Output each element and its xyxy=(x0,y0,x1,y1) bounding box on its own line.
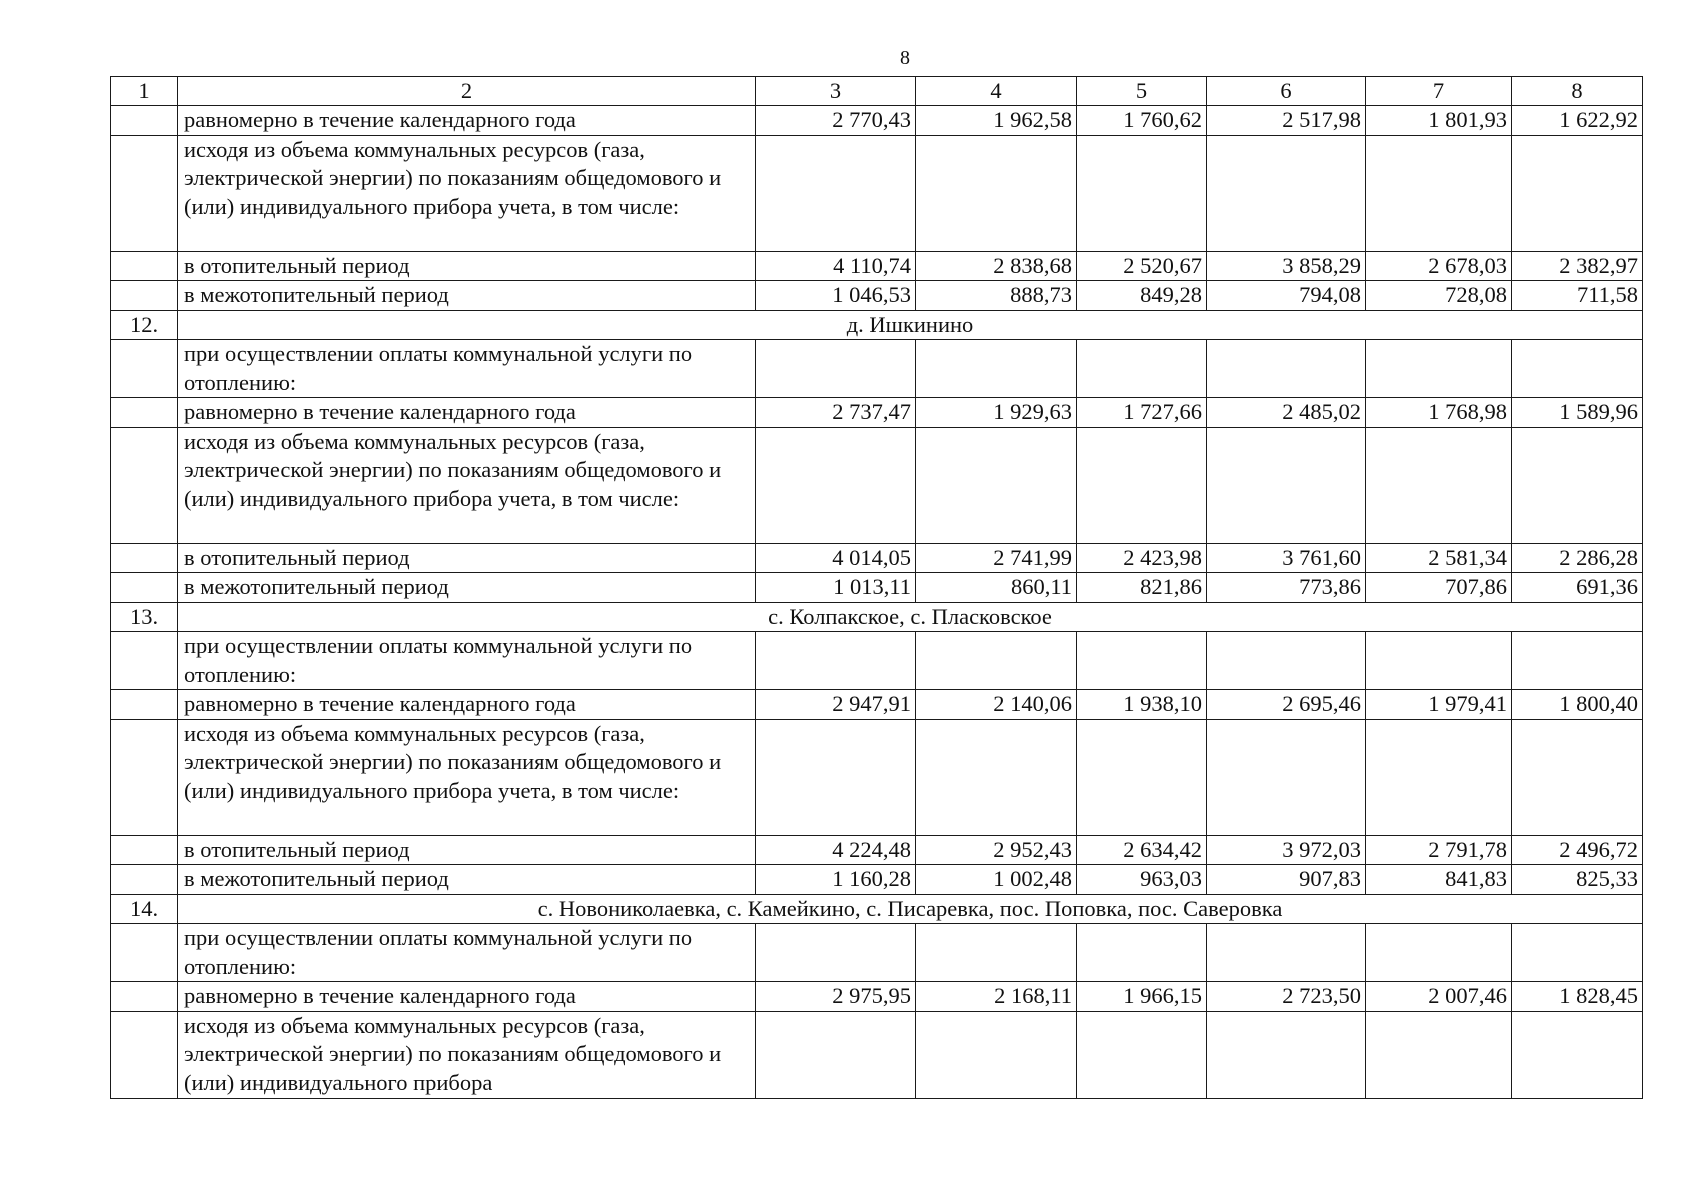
table-body xyxy=(111,77,1643,1099)
value-cell xyxy=(756,1011,916,1098)
row-label: равномерно в течение календарного года xyxy=(178,106,756,136)
section-row xyxy=(111,602,1643,632)
value-cell: 2 947,91 xyxy=(756,690,916,720)
value-cell: 2 791,78 xyxy=(1366,835,1512,865)
row-label: равномерно в течение календарного года xyxy=(178,690,756,720)
value-cell: 2 168,11 xyxy=(916,982,1077,1012)
value-cell: 2 423,98 xyxy=(1077,543,1207,573)
row-number-cell xyxy=(111,543,178,573)
value-cell xyxy=(1512,1011,1643,1098)
value-cell: 707,86 xyxy=(1366,573,1512,603)
table-row xyxy=(111,106,1643,136)
value-cell xyxy=(756,135,916,251)
value-cell: 2 695,46 xyxy=(1207,690,1366,720)
value-cell: 825,33 xyxy=(1512,865,1643,895)
table-row xyxy=(111,427,1643,543)
value-cell: 2 517,98 xyxy=(1207,106,1366,136)
header-cell: 6 xyxy=(1207,77,1366,106)
row-number-cell xyxy=(111,719,178,835)
section-number: 14. xyxy=(111,894,178,924)
value-cell xyxy=(1366,135,1512,251)
value-cell xyxy=(916,135,1077,251)
value-cell: 907,83 xyxy=(1207,865,1366,895)
row-number-cell xyxy=(111,340,178,398)
row-number-cell xyxy=(111,427,178,543)
value-cell xyxy=(916,340,1077,398)
header-cell: 4 xyxy=(916,77,1077,106)
tariff-table xyxy=(110,76,1643,1099)
value-cell: 1 801,93 xyxy=(1366,106,1512,136)
header-cell: 5 xyxy=(1077,77,1207,106)
value-cell: 1 929,63 xyxy=(916,398,1077,428)
value-cell xyxy=(1207,924,1366,982)
row-label: в отопительный период xyxy=(178,543,756,573)
row-number-cell xyxy=(111,1011,178,1098)
table-row xyxy=(111,543,1643,573)
value-cell: 2 678,03 xyxy=(1366,251,1512,281)
row-number-cell xyxy=(111,573,178,603)
row-number-cell xyxy=(111,398,178,428)
header-cell: 1 xyxy=(111,77,178,106)
value-cell xyxy=(1077,924,1207,982)
table-row xyxy=(111,398,1643,428)
value-cell: 2 496,72 xyxy=(1512,835,1643,865)
value-cell: 1 760,62 xyxy=(1077,106,1207,136)
row-number-cell xyxy=(111,135,178,251)
row-label: исходя из объема коммунальных ресурсов (газа, электрической энергии) по показаниям общедомового и (или) индивидуального прибора учета, в том числе: xyxy=(178,427,756,543)
row-number-cell xyxy=(111,106,178,136)
row-number-cell xyxy=(111,281,178,311)
value-cell: 2 737,47 xyxy=(756,398,916,428)
table-row xyxy=(111,1011,1643,1098)
value-cell: 2 485,02 xyxy=(1207,398,1366,428)
row-label: исходя из объема коммунальных ресурсов (газа, электрической энергии) по показаниям общедомового и (или) индивидуального прибора учета, в том числе: xyxy=(178,135,756,251)
value-cell: 841,83 xyxy=(1366,865,1512,895)
value-cell: 2 286,28 xyxy=(1512,543,1643,573)
value-cell xyxy=(1077,719,1207,835)
table-row xyxy=(111,865,1643,895)
header-cell: 3 xyxy=(756,77,916,106)
value-cell: 2 975,95 xyxy=(756,982,916,1012)
row-number-cell xyxy=(111,251,178,281)
value-cell: 821,86 xyxy=(1077,573,1207,603)
row-number-cell xyxy=(111,982,178,1012)
value-cell: 1 979,41 xyxy=(1366,690,1512,720)
value-cell xyxy=(1512,340,1643,398)
value-cell xyxy=(1077,632,1207,690)
value-cell xyxy=(756,719,916,835)
value-cell xyxy=(1207,135,1366,251)
value-cell xyxy=(1366,1011,1512,1098)
table-row xyxy=(111,573,1643,603)
value-cell xyxy=(1077,340,1207,398)
settlement-name: с. Новониколаевка, с. Камейкино, с. Писаревка, пос. Поповка, пос. Саверовка xyxy=(178,894,1643,924)
row-label: в межотопительный период xyxy=(178,865,756,895)
table-row xyxy=(111,135,1643,251)
value-cell xyxy=(1366,340,1512,398)
value-cell: 1 002,48 xyxy=(916,865,1077,895)
value-cell: 2 770,43 xyxy=(756,106,916,136)
row-label: в отопительный период xyxy=(178,835,756,865)
value-cell xyxy=(756,340,916,398)
table-row xyxy=(111,719,1643,835)
value-cell xyxy=(756,427,916,543)
value-cell: 1 768,98 xyxy=(1366,398,1512,428)
row-label: при осуществлении оплаты коммунальной услуги по отоплению: xyxy=(178,924,756,982)
value-cell xyxy=(1366,632,1512,690)
table-row xyxy=(111,835,1643,865)
value-cell: 2 382,97 xyxy=(1512,251,1643,281)
value-cell xyxy=(1366,427,1512,543)
settlement-name: с. Колпакское, с. Пласковское xyxy=(178,602,1643,632)
value-cell xyxy=(916,632,1077,690)
value-cell: 860,11 xyxy=(916,573,1077,603)
table-row xyxy=(111,281,1643,311)
value-cell: 2 007,46 xyxy=(1366,982,1512,1012)
value-cell: 849,28 xyxy=(1077,281,1207,311)
section-row xyxy=(111,310,1643,340)
value-cell xyxy=(1207,632,1366,690)
header-cell: 2 xyxy=(178,77,756,106)
table-row xyxy=(111,924,1643,982)
page-number: 8 xyxy=(900,47,910,69)
value-cell: 1 938,10 xyxy=(1077,690,1207,720)
row-label: в межотопительный период xyxy=(178,281,756,311)
value-cell xyxy=(916,427,1077,543)
value-cell xyxy=(1207,719,1366,835)
value-cell: 2 838,68 xyxy=(916,251,1077,281)
row-number-cell xyxy=(111,924,178,982)
value-cell: 4 014,05 xyxy=(756,543,916,573)
value-cell: 3 972,03 xyxy=(1207,835,1366,865)
table-row xyxy=(111,632,1643,690)
value-cell: 1 828,45 xyxy=(1512,982,1643,1012)
value-cell: 773,86 xyxy=(1207,573,1366,603)
value-cell: 2 520,67 xyxy=(1077,251,1207,281)
value-cell: 1 622,92 xyxy=(1512,106,1643,136)
value-cell: 691,36 xyxy=(1512,573,1643,603)
header-cell: 8 xyxy=(1512,77,1643,106)
value-cell xyxy=(1512,427,1643,543)
row-number-cell xyxy=(111,632,178,690)
value-cell: 1 046,53 xyxy=(756,281,916,311)
table-row xyxy=(111,340,1643,398)
value-cell: 963,03 xyxy=(1077,865,1207,895)
value-cell xyxy=(1366,924,1512,982)
value-cell: 1 727,66 xyxy=(1077,398,1207,428)
table-header-row xyxy=(111,77,1643,106)
value-cell xyxy=(1077,1011,1207,1098)
table-row xyxy=(111,982,1643,1012)
section-number: 13. xyxy=(111,602,178,632)
settlement-name: д. Ишкинино xyxy=(178,310,1643,340)
row-label: равномерно в течение календарного года xyxy=(178,398,756,428)
value-cell: 2 634,42 xyxy=(1077,835,1207,865)
value-cell xyxy=(916,924,1077,982)
value-cell: 2 581,34 xyxy=(1366,543,1512,573)
value-cell: 1 962,58 xyxy=(916,106,1077,136)
row-label: при осуществлении оплаты коммунальной услуги по отоплению: xyxy=(178,632,756,690)
row-label: в межотопительный период xyxy=(178,573,756,603)
value-cell: 3 858,29 xyxy=(1207,251,1366,281)
value-cell xyxy=(1512,719,1643,835)
value-cell: 1 800,40 xyxy=(1512,690,1643,720)
value-cell xyxy=(916,719,1077,835)
value-cell xyxy=(1512,135,1643,251)
value-cell: 1 589,96 xyxy=(1512,398,1643,428)
value-cell: 1 160,28 xyxy=(756,865,916,895)
row-label: при осуществлении оплаты коммунальной услуги по отоплению: xyxy=(178,340,756,398)
value-cell xyxy=(1077,135,1207,251)
row-label: исходя из объема коммунальных ресурсов (газа, электрической энергии) по показаниям общедомового и (или) индивидуального прибора учета, в том числе: xyxy=(178,719,756,835)
row-label: в отопительный период xyxy=(178,251,756,281)
value-cell: 2 952,43 xyxy=(916,835,1077,865)
value-cell: 794,08 xyxy=(1207,281,1366,311)
table-row xyxy=(111,251,1643,281)
value-cell xyxy=(1512,924,1643,982)
value-cell xyxy=(1077,427,1207,543)
section-row xyxy=(111,894,1643,924)
value-cell: 1 966,15 xyxy=(1077,982,1207,1012)
value-cell xyxy=(756,924,916,982)
value-cell: 1 013,11 xyxy=(756,573,916,603)
value-cell xyxy=(1207,1011,1366,1098)
row-label: равномерно в течение календарного года xyxy=(178,982,756,1012)
value-cell: 3 761,60 xyxy=(1207,543,1366,573)
value-cell: 2 140,06 xyxy=(916,690,1077,720)
row-label: исходя из объема коммунальных ресурсов (газа, электрической энергии) по показаниям общедомового и (или) индивидуального прибора xyxy=(178,1011,756,1098)
table-row xyxy=(111,690,1643,720)
row-number-cell xyxy=(111,865,178,895)
row-number-cell xyxy=(111,835,178,865)
value-cell: 888,73 xyxy=(916,281,1077,311)
value-cell xyxy=(1207,427,1366,543)
value-cell xyxy=(1207,340,1366,398)
header-cell: 7 xyxy=(1366,77,1512,106)
section-number: 12. xyxy=(111,310,178,340)
value-cell xyxy=(1512,632,1643,690)
row-number-cell xyxy=(111,690,178,720)
value-cell: 4 110,74 xyxy=(756,251,916,281)
value-cell: 4 224,48 xyxy=(756,835,916,865)
value-cell: 2 741,99 xyxy=(916,543,1077,573)
value-cell: 711,58 xyxy=(1512,281,1643,311)
value-cell xyxy=(916,1011,1077,1098)
value-cell xyxy=(756,632,916,690)
value-cell: 728,08 xyxy=(1366,281,1512,311)
value-cell: 2 723,50 xyxy=(1207,982,1366,1012)
value-cell xyxy=(1366,719,1512,835)
